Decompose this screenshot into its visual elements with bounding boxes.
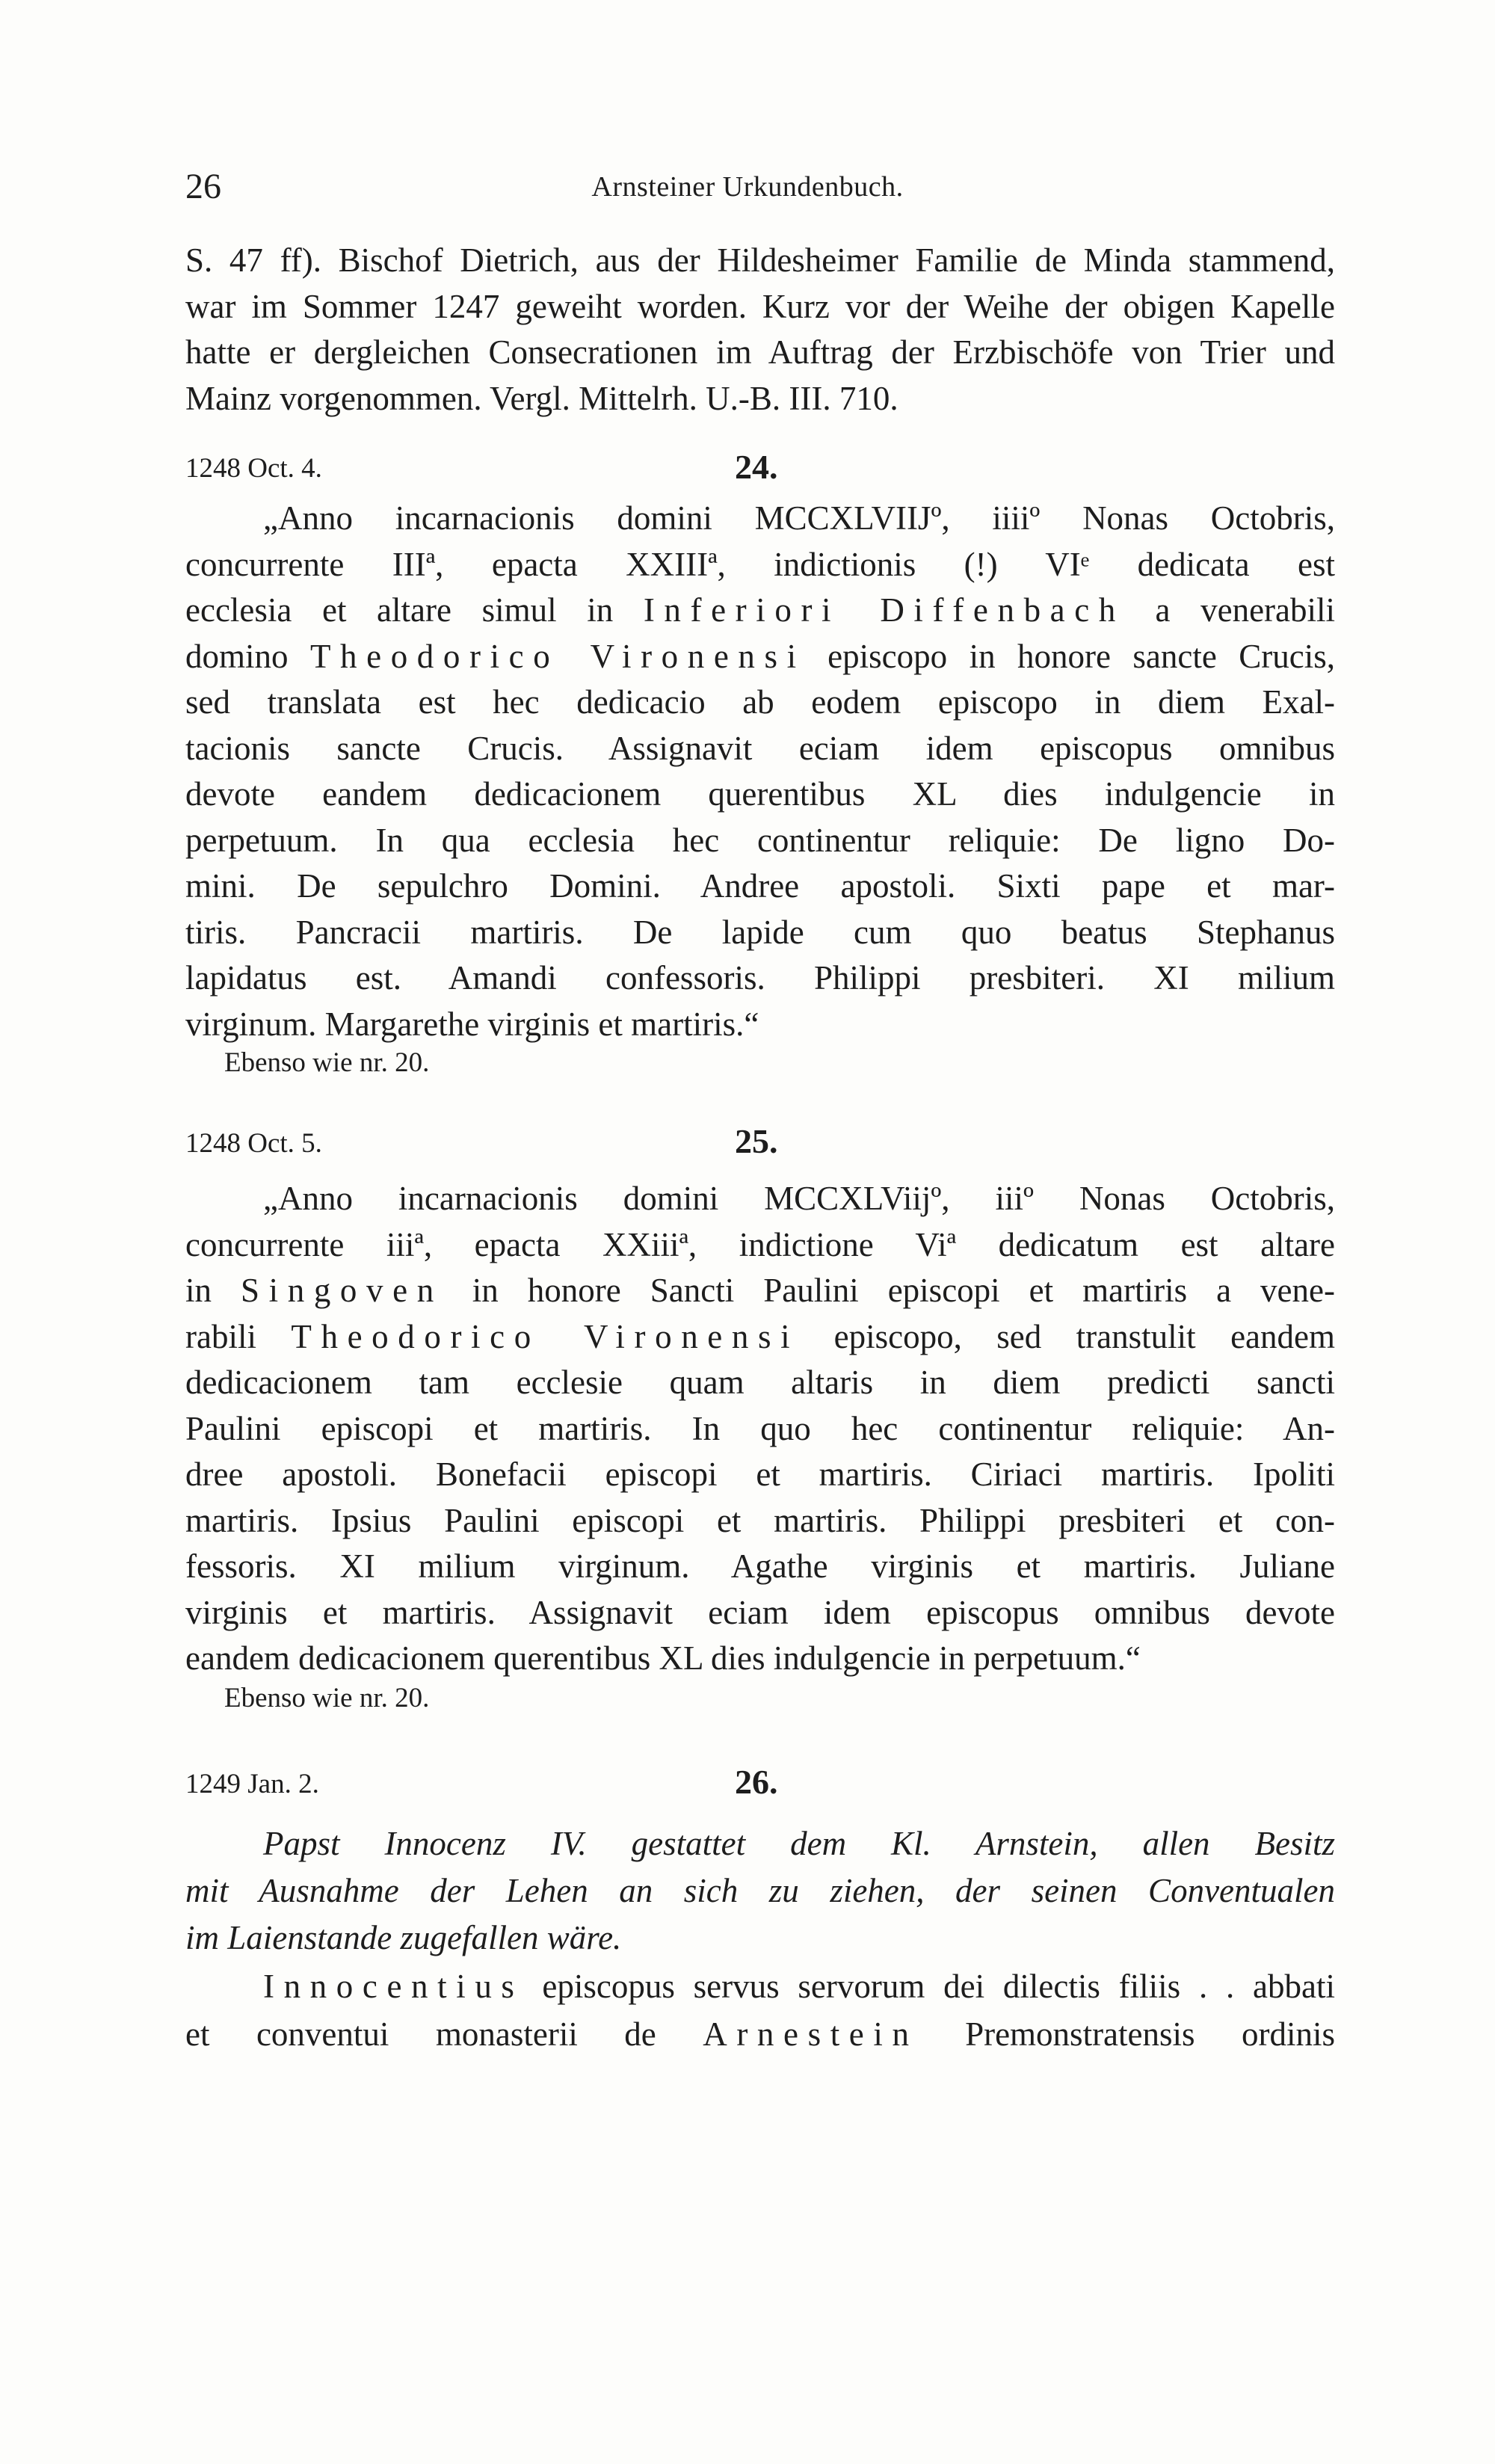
text-segment: Papst Innocenz IV. gestattet dem Kl. Arnstein, allen Besitz [263,1825,1335,1862]
document-24-text [185,496,1335,1047]
document-26-date: 1249 Jan. 2. [185,1769,319,1799]
text-line [185,588,1335,634]
text-line [185,1636,1335,1682]
text-line [185,1867,1335,1915]
text-segment: a venerabili [1124,591,1336,629]
text-segment: concurrente iiiª, epacta XXiiiª, indictione Viª dedicatum est altare [185,1225,1335,1263]
text-segment: in honore Sancti Paulini episcopi et martiris a vene- [443,1272,1335,1309]
text-line [185,1268,1335,1314]
document-25-number: 25. [735,1122,778,1160]
text-line [185,1360,1335,1406]
spaced-name: Theodorico Vironensi [309,637,806,675]
text-line [185,284,1335,330]
text-line [185,1002,1335,1048]
text-line [185,1544,1335,1590]
text-line [185,496,1335,542]
text-line [185,771,1335,818]
text-line [185,1314,1335,1361]
text-line [185,863,1335,910]
text-line [185,238,1335,284]
text-line [185,634,1335,680]
text-segment: tacionis sancte Crucis. Assignavit eciam idem episcopus omnibus [185,729,1335,767]
running-title: Arnsteiner Urkundenbuch. [591,171,904,203]
text-segment: dedicacionem tam ecclesie quam altaris in diem predicti sancti [185,1364,1335,1401]
text-line [185,1962,1335,2010]
text-line [185,910,1335,956]
text-segment: episcopo, sed transtulit eandem [799,1317,1335,1355]
text-line [185,726,1335,772]
text-segment: Paulini episcopi et martiris. In quo hec continentur reliquie: An- [185,1409,1335,1447]
spaced-name: Inferiori Diffenbach [643,591,1125,629]
text-line [185,1820,1335,1867]
document-26-summary [185,1820,1335,1962]
text-segment: hatte er dergleichen Consecrationen im Auftrag der Erzbischöfe von Trier und [185,333,1335,371]
text-line [185,2010,1335,2058]
text-segment: rabili [185,1317,292,1355]
footnote-continuation [185,238,1335,422]
text-line [185,818,1335,864]
text-line [185,542,1335,588]
text-segment: ecclesia et altare simul in [185,591,644,629]
text-segment: virginis et martiris. Assignavit eciam idem episcopus omnibus devote [185,1593,1335,1631]
text-segment: fessoris. XI milium virginum. Agathe virginis et martiris. Juliane [185,1547,1335,1585]
document-24-date: 1248 Oct. 4. [185,453,322,484]
text-segment: domino [185,637,310,675]
text-line [185,955,1335,1002]
page-number: 26 [185,167,221,206]
text-segment: episcopo in honore sancte Crucis, [805,637,1335,675]
spaced-name: Arnestein [703,2015,919,2053]
text-line [185,1498,1335,1544]
text-segment: war im Sommer 1247 geweiht worden. Kurz vor der Weihe der obigen Kapelle [185,287,1335,325]
text-segment: Mainz vorgenommen. Vergl. Mittelrh. U.-B. III. 710. [185,379,898,417]
text-segment: mini. De sepulchro Domini. Andree apostoli. Sixti pape et mar- [185,867,1335,905]
text-segment: mit Ausnahme der Lehen an sich zu ziehen, der seinen Conventualen [185,1872,1335,1909]
text-segment: im Laienstande zugefallen wäre. [185,1919,622,1956]
text-segment: episcopus servus servorum dei dilectis filiis . . abbati [523,1968,1335,2005]
text-segment: „Anno incarnacionis domini MCCXLViijº, iiiº Nonas Octobris, [263,1180,1335,1217]
text-line [185,1915,1335,1962]
spaced-name: Theodorico Vironensi [291,1317,800,1355]
text-segment: S. 47 ff). Bischof Dietrich, aus der Hildesheimer Familie de Minda stammend, [185,241,1335,279]
text-segment: virginum. Margarethe virginis et martiris.“ [185,1005,759,1043]
document-24-number: 24. [735,448,778,486]
text-segment: „Anno incarnacionis domini MCCXLVIIJº, iiiiº Nonas Octobris, [263,499,1335,537]
document-25-text [185,1176,1335,1682]
text-line [185,330,1335,376]
text-segment: concurrente IIIª, epacta XXIIIª, indictionis (!) VIᵉ dedicata est [185,545,1335,583]
document-26-number: 26. [735,1763,778,1801]
text-segment: Premonstratensis ordinis [918,2015,1335,2053]
text-segment: in [185,1272,241,1309]
text-line [185,1406,1335,1453]
text-line [185,376,1335,422]
spaced-name: Singoven [241,1272,443,1309]
text-segment: dree apostoli. Bonefacii episcopi et martiris. Ciriaci martiris. Ipoliti [185,1456,1335,1493]
text-segment: et conventui monasterii de [185,2015,703,2053]
text-line [185,1176,1335,1222]
text-line [185,1590,1335,1636]
text-segment: martiris. Ipsius Paulini episcopi et martiris. Philippi presbiteri et con- [185,1501,1335,1539]
document-25-note: Ebenso wie nr. 20. [224,1683,430,1713]
text-line [185,1452,1335,1498]
text-segment: devote eandem dedicacionem querentibus XL dies indulgencie in [185,775,1335,813]
text-segment: perpetuum. In qua ecclesia hec continentur reliquie: De ligno Do- [185,821,1335,859]
text-segment: tiris. Pancracii martiris. De lapide cum quo beatus Stephanus [185,913,1335,951]
text-segment: eandem dedicacionem querentibus XL dies indulgencie in perpetuum.“ [185,1639,1141,1677]
document-26-text [185,1962,1335,2058]
text-line [185,680,1335,726]
spaced-name: Innocentius [263,1968,524,2005]
text-segment: sed translata est hec dedicacio ab eodem episcopo in diem Exal- [185,683,1335,721]
text-segment: lapidatus est. Amandi confessoris. Philippi presbiteri. XI milium [185,959,1335,997]
text-line [185,1222,1335,1269]
document-25-date: 1248 Oct. 5. [185,1128,322,1159]
document-24-note: Ebenso wie nr. 20. [224,1047,430,1078]
